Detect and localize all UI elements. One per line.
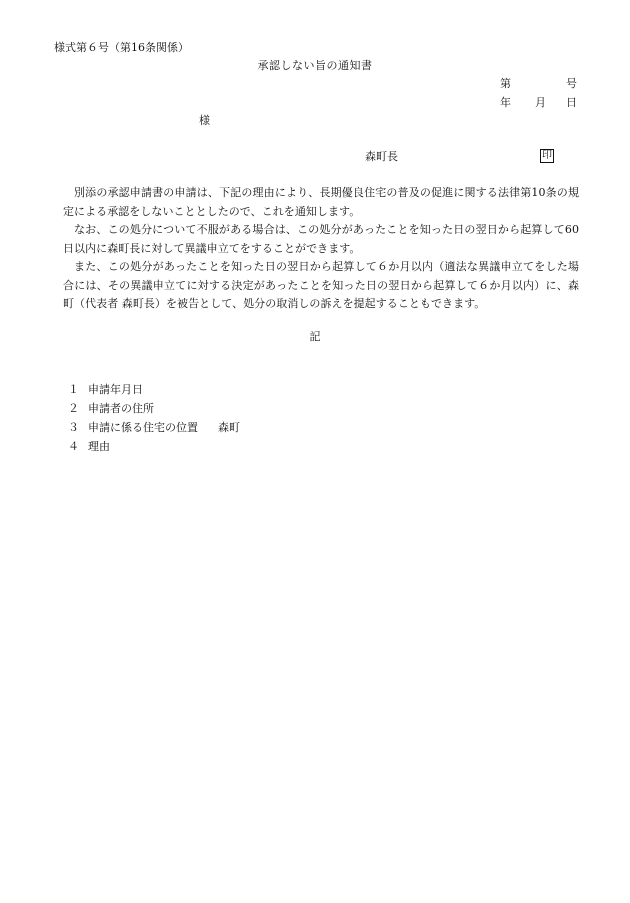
item-value: 森町	[218, 421, 240, 434]
document-number-prefix: 第	[500, 77, 511, 90]
body-paragraph-2: なお、この処分について不服がある場合は、この処分があったことを知った日の翌日から起算して60日以内に森町長に対して異議申立てをすることができます。	[63, 223, 579, 255]
list-item	[68, 384, 240, 403]
seal-stamp: 印	[542, 150, 552, 161]
body-paragraph-3: また、この処分があったことを知った日の翌日から起算して６か月以内（適法な異議申立てをした場合には、その異議申立てに対する決定があったことを知った日の翌日から起算して６か月以内）に、森町（代表者 森町長）を被告として、処分の取消しの訴えを提起することもできます。	[63, 260, 579, 310]
form-number: 様式第６号（第16条関係）	[54, 41, 189, 54]
item-number: ４	[68, 440, 79, 453]
addressee-honorific: 様	[199, 114, 210, 127]
list-item	[68, 403, 240, 422]
item-number: ３	[68, 421, 79, 434]
item-list	[68, 384, 240, 460]
item-number: １	[68, 383, 79, 396]
list-item	[68, 441, 240, 460]
item-label: 理由	[88, 440, 110, 453]
notice-body	[63, 184, 579, 314]
date-month-label: 月	[535, 96, 546, 109]
ki-heading: 記	[309, 330, 321, 343]
list-item	[68, 422, 240, 441]
item-number: ２	[68, 402, 79, 415]
issuer-name: 森町長	[365, 150, 398, 163]
date-day-label: 日	[566, 96, 577, 109]
item-label: 申請者の住所	[88, 402, 154, 415]
body-paragraph-1: 別添の承認申請書の申請は、下記の理由により、長期優良住宅の普及の促進に関する法律第10条の規定による承認をしないこととしたので、これを通知します。	[63, 186, 579, 218]
document-title: 承認しない旨の通知書	[257, 59, 373, 72]
item-label: 申請に係る住宅の位置	[88, 421, 198, 434]
date-year-label: 年	[500, 96, 511, 109]
document-number-suffix: 号	[566, 77, 577, 90]
item-label: 申請年月日	[88, 383, 143, 396]
